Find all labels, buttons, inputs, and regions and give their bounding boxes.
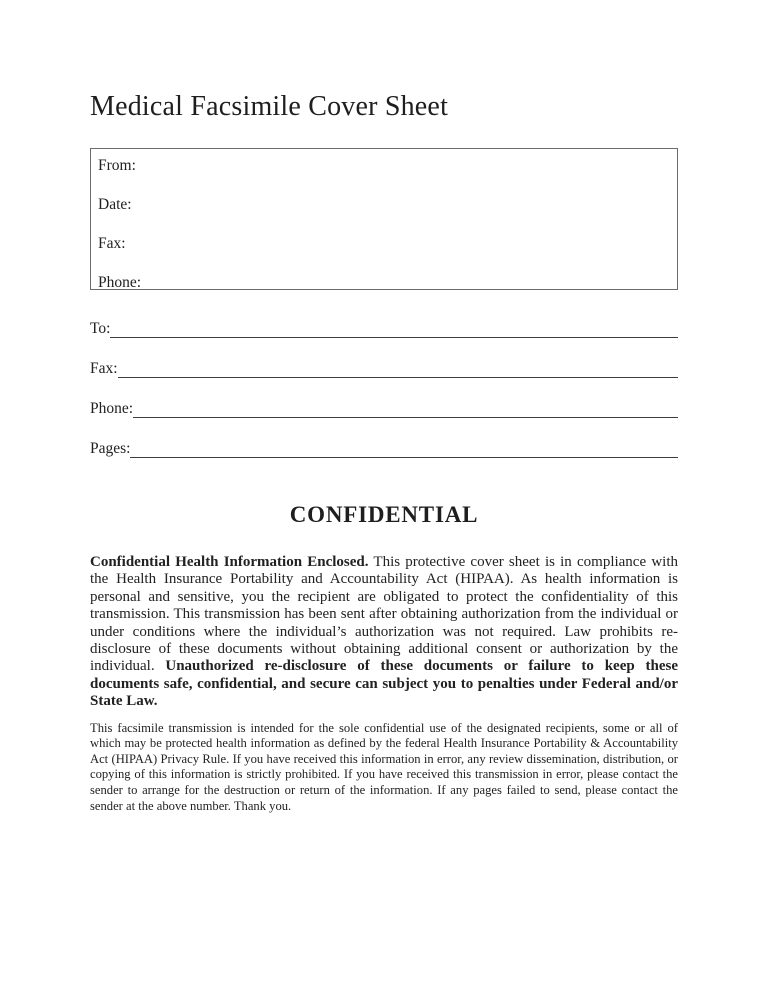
notice-body-text: This protective cover sheet is in compliance with the Health Insurance Portability and Accountability Act (HIPAA). As health information is personal and sensitive, you the recipient are obligated to protect the confidentiality of this transmission. This transmission has been sent after obtaining authorization from the individual or under conditions where the individual’s authorization was not required. Law prohibits re-disclosure of these documents without obtaining additional consent or authorization by the individual.	[90, 554, 678, 675]
recipient-phone-label: Phone:	[90, 400, 134, 417]
to-label: To:	[90, 320, 111, 337]
to-input-line[interactable]	[110, 318, 678, 338]
recipient-fax-input-line[interactable]	[118, 358, 678, 378]
from-label: From:	[98, 157, 136, 174]
sender-phone-label: Phone:	[98, 274, 142, 291]
transmission-disclaimer-paragraph: This facsimile transmission is intended for the sole confidential use of the designated recipients, some or all of which may be protected health information as defined by the federal Health Insurance Portability & Accountability Act (HIPAA) Privacy Rule. If you have received this information in error, any review dissemination, distribution, or copying of this information is strictly prohibited. If you have received this transmission in error, please contact the sender to arrange for the destruction or return of the information. If any pages failed to send, please contact the sender at the above number. Thank you.	[90, 720, 678, 813]
recipient-phone-input-line[interactable]	[133, 398, 678, 418]
pages-input-line[interactable]	[130, 438, 678, 458]
sender-fax-label: Fax:	[98, 235, 126, 252]
confidential-heading: CONFIDENTIAL	[289, 502, 479, 527]
pages-label: Pages:	[90, 440, 131, 457]
from-field-area[interactable]	[98, 156, 669, 195]
date-label: Date:	[98, 196, 132, 213]
notice-lead-bold: Confidential Health Information Enclosed.	[90, 554, 369, 570]
notice-tail-bold: Unauthorized re-disclosure of these documents or failure to keep these documents safe, confidential, and secure can subject you to penalties under Federal and/or State Law.	[90, 658, 678, 710]
page-title: Medical Facsimile Cover Sheet	[90, 91, 449, 122]
pages-field-row	[90, 418, 678, 458]
sender-fax-field-area[interactable]	[98, 234, 669, 273]
sender-info-box	[90, 148, 678, 290]
recipient-phone-field-row	[90, 378, 678, 418]
to-field-row	[90, 298, 678, 338]
recipient-fields-section	[90, 298, 678, 458]
hipaa-notice-paragraph	[90, 554, 678, 711]
recipient-fax-field-row	[90, 338, 678, 378]
recipient-fax-label: Fax:	[90, 360, 118, 377]
date-field-area[interactable]	[98, 195, 669, 234]
